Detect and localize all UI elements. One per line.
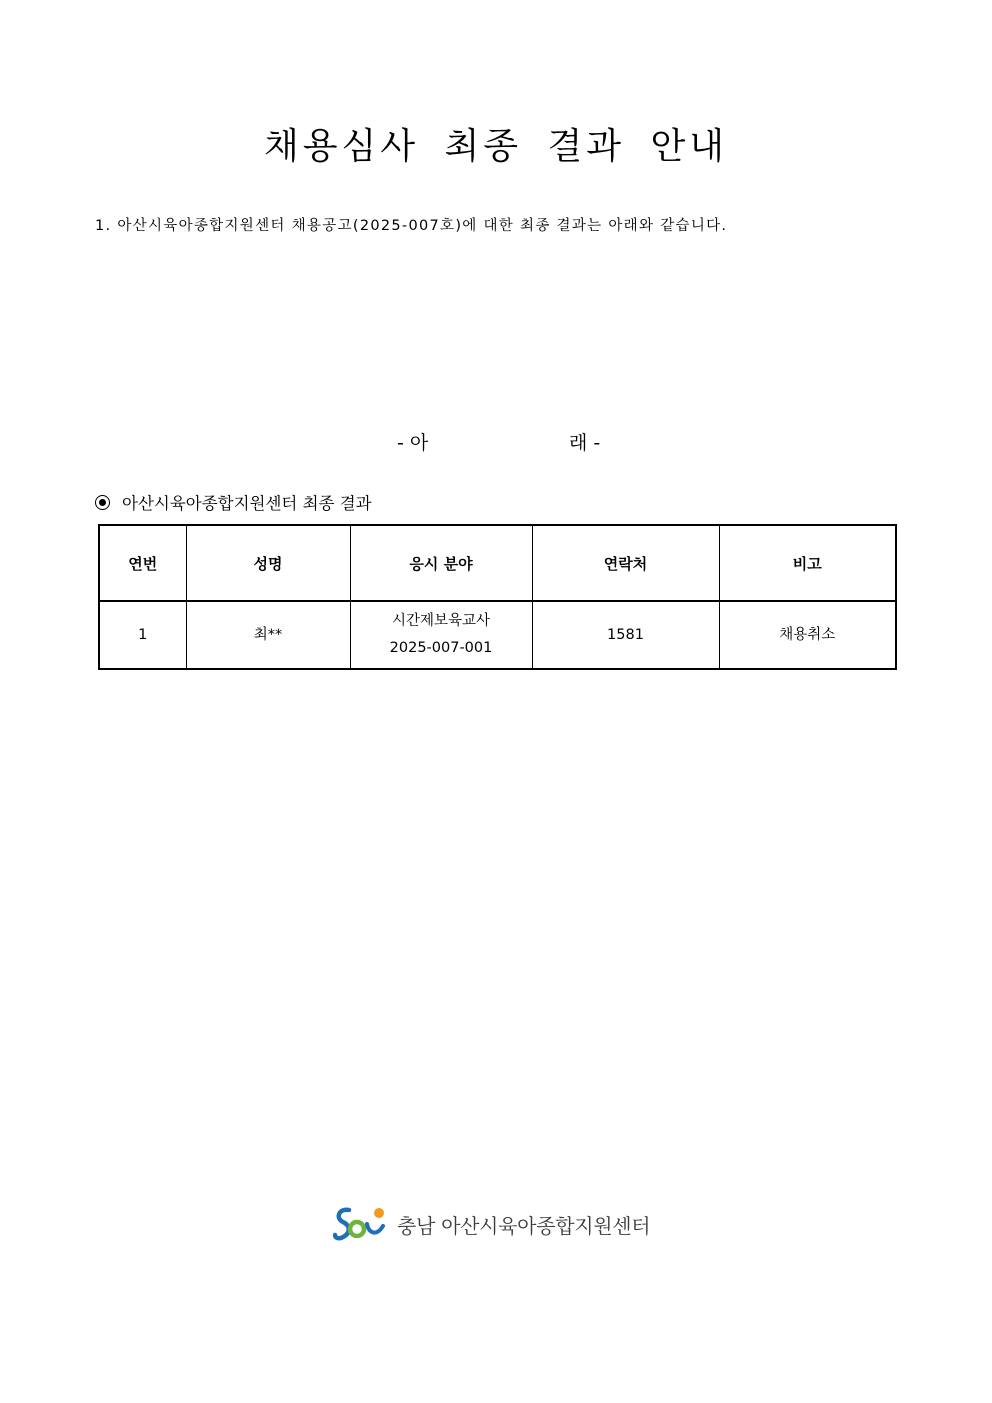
cell-note: 채용취소: [719, 601, 896, 669]
header-note: 비고: [719, 525, 896, 601]
header-name: 성명: [186, 525, 350, 601]
cell-field: [350, 601, 532, 669]
table-header-row: [99, 525, 896, 601]
radio-bullet-icon: [95, 495, 110, 510]
table-row: [99, 601, 896, 669]
cell-no: 1: [99, 601, 186, 669]
below-marker-right: 래 -: [569, 432, 601, 454]
intro-paragraph: 1. 아산시육아종합지원센터 채용공고(2025-007호)에 대한 최종 결과는 아래와 같습니다.: [95, 218, 728, 234]
cell-name: 최**: [186, 601, 350, 669]
below-marker-left: - 아: [397, 432, 429, 454]
section-heading-text: 아산시육아종합지원센터 최종 결과: [122, 494, 372, 513]
footer-org-name: 충남 아산시육아종합지원센터: [397, 1213, 651, 1238]
below-marker: [0, 428, 992, 454]
cell-field-line2: 2025-007-001: [389, 640, 493, 656]
header-field: 응시 분야: [350, 525, 532, 601]
result-table: [98, 524, 897, 670]
cell-field-line1: 시간제보육교사: [391, 613, 491, 629]
section-heading: [95, 490, 372, 514]
cell-contact: 1581: [532, 601, 719, 669]
footer: [333, 1204, 650, 1244]
header-no: 연번: [99, 525, 186, 601]
header-contact: 연락처: [532, 525, 719, 601]
center-logo-icon: [333, 1204, 389, 1244]
document-title: 채용심사 최종 결과 안내: [263, 126, 729, 167]
